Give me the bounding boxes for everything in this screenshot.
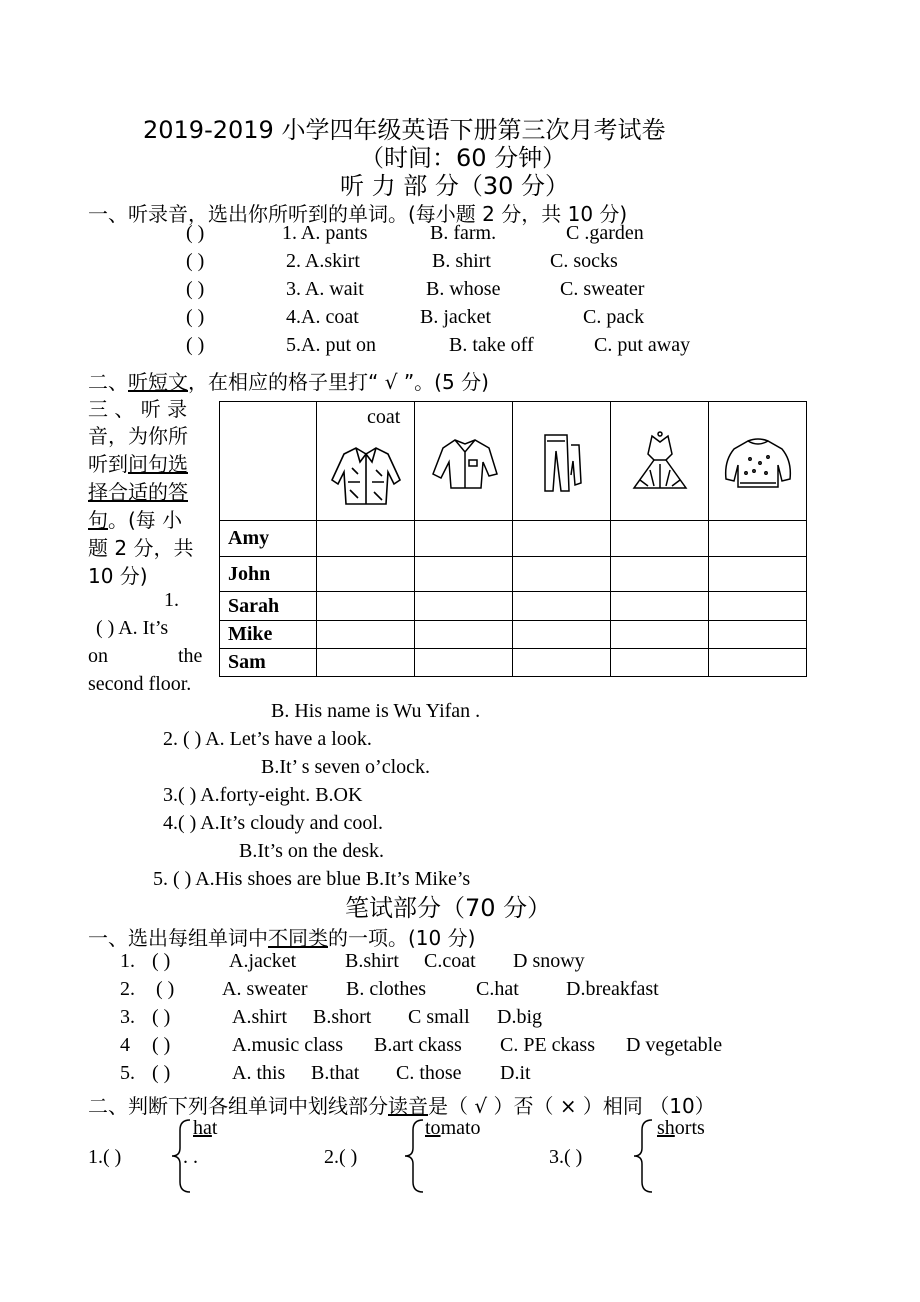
exam-time: （时间：60 分钟） — [360, 144, 567, 172]
pants-cell — [513, 402, 611, 521]
part3-line3-underlined: 问句选 — [128, 452, 188, 476]
s1-q1-d: D snowy — [513, 950, 585, 972]
exam-title: 2019-2019 小学四年级英语下册第三次月考试卷 — [143, 116, 666, 144]
q3-b: B. whose — [426, 278, 501, 300]
part2-underlined: 听短文 — [128, 370, 188, 394]
q1-c: C .garden — [566, 222, 644, 244]
s1-prefix: 一、选出每组单词中 — [88, 926, 268, 950]
mike-check-1[interactable] — [317, 621, 415, 649]
p3-q1-on: on — [88, 645, 108, 667]
amy-check-3[interactable] — [513, 521, 611, 557]
q3-c: C. sweater — [560, 278, 645, 300]
written-s1-heading — [88, 922, 475, 951]
part3-line3-prefix: 听到 — [88, 452, 128, 476]
sam-check-4[interactable] — [611, 649, 709, 677]
s1-q3-b: B.short — [313, 1006, 372, 1028]
corner-cell — [220, 402, 317, 521]
s1-q3-a: A.shirt — [232, 1006, 287, 1028]
name-amy: Amy — [220, 521, 317, 557]
s2-q2-word1 — [425, 1117, 481, 1140]
s2-q3-label: 3.( ) — [549, 1146, 583, 1168]
s1-q5-d: D.it — [500, 1062, 531, 1084]
p3-q1-num: 1. — [164, 589, 179, 611]
s1-q4-d: D vegetable — [626, 1034, 723, 1056]
q5-c: C. put away — [594, 334, 691, 356]
q2-paren: ( ) — [186, 250, 205, 272]
jacket-cell — [317, 402, 415, 521]
s1-q4-paren: ( ) — [152, 1034, 171, 1056]
dress-icon — [628, 430, 692, 496]
s2-suffix: 是（ √ ）否（ × ）相同 （10） — [428, 1094, 715, 1118]
part3-line5-underlined: 句 — [88, 508, 108, 532]
s1-q3-c: C small — [408, 1006, 470, 1028]
part2-prefix: 二、 — [88, 370, 128, 394]
sam-check-2[interactable] — [415, 649, 513, 677]
q1-a: 1. A. pants — [282, 222, 368, 244]
name-john: John — [220, 557, 317, 592]
part3-line5-suffix: 。(每 小 — [108, 508, 183, 532]
amy-check-2[interactable] — [415, 521, 513, 557]
john-check-2[interactable] — [415, 557, 513, 592]
s2-underlined: 读音 — [388, 1094, 428, 1118]
q2-a: 2. A.skirt — [286, 250, 360, 272]
s1-q5-num: 5. — [120, 1062, 135, 1084]
p3-q1-the: the — [178, 645, 203, 667]
s1-q3-num: 3. — [120, 1006, 135, 1028]
s1-q5-c: C. those — [396, 1062, 462, 1084]
part1-heading: 一、听录音，选出你所听到的单词。(每小题 2 分，共 10 分) — [88, 202, 628, 226]
john-check-3[interactable] — [513, 557, 611, 592]
q2-c: C. socks — [550, 250, 618, 272]
mike-check-3[interactable] — [513, 621, 611, 649]
part3-line1: 三 、 听 录 — [88, 397, 188, 421]
s1-underlined: 不同类 — [268, 926, 328, 950]
coat-label: coat — [367, 406, 401, 428]
brace-3 — [630, 1118, 654, 1194]
s2-q3-word1 — [657, 1117, 705, 1140]
listening-title: 听 力 部 分（30 分） — [340, 172, 570, 200]
sarah-check-4[interactable] — [611, 592, 709, 621]
s1-q4-a: A.music class — [232, 1034, 344, 1056]
dress-cell — [611, 402, 709, 521]
brace-2 — [401, 1118, 425, 1194]
p3-q2-a: 2. ( ) A. Let’s have a look. — [163, 728, 372, 750]
sam-check-3[interactable] — [513, 649, 611, 677]
s1-q5-b: B.that — [311, 1062, 360, 1084]
part3-line7: 10 分) — [88, 564, 148, 588]
p3-q1-a: ( ) A. It’s — [96, 617, 169, 639]
mike-check-5[interactable] — [709, 621, 807, 649]
amy-check-5[interactable] — [709, 521, 807, 557]
p3-q4-b: B.It’s on the desk. — [239, 840, 384, 862]
q5-a: 5.A. put on — [286, 334, 376, 356]
shirt-icon — [429, 434, 499, 492]
s2-q3-word1-underlined: sh — [657, 1117, 675, 1139]
s2-q2-word1-underlined: to — [425, 1117, 441, 1139]
john-check-1[interactable] — [317, 557, 415, 592]
sarah-check-2[interactable] — [415, 592, 513, 621]
amy-check-1[interactable] — [317, 521, 415, 557]
part3-line6: 题 2 分，共 — [88, 536, 194, 560]
sarah-check-3[interactable] — [513, 592, 611, 621]
s1-suffix: 的一项。(10 分) — [328, 926, 476, 950]
s1-q2-c: C.hat — [476, 978, 519, 1000]
s1-q4-c: C. PE ckass — [500, 1034, 595, 1056]
s1-q3-paren: ( ) — [152, 1006, 171, 1028]
part3-line3 — [88, 448, 188, 477]
sweater-cell — [709, 402, 807, 521]
s2-q3-word1-rest: orts — [674, 1117, 705, 1139]
written-title: 笔试部分（70 分） — [345, 894, 552, 922]
part2-suffix: ，在相应的格子里打“ √ ”。(5 分) — [188, 370, 489, 394]
part3-line2: 音，为你所 — [88, 424, 188, 448]
p3-q3: 3.( ) A.forty-eight. B.OK — [163, 784, 363, 806]
s2-q1-word1-underlined: ha — [193, 1117, 212, 1139]
s1-q2-num: 2. — [120, 978, 135, 1000]
s1-q5-paren: ( ) — [152, 1062, 171, 1084]
s2-q1-label: 1.( ) — [88, 1146, 122, 1168]
s2-q2-label: 2.( ) — [324, 1146, 358, 1168]
s1-q3-d: D.big — [497, 1006, 542, 1028]
shirt-cell — [415, 402, 513, 521]
s1-q2-paren: ( ) — [156, 978, 175, 1000]
pants-icon — [537, 431, 587, 495]
s1-q2-b: B. clothes — [346, 978, 426, 1000]
sarah-check-5[interactable] — [709, 592, 807, 621]
part3-line4: 择合适的答 — [88, 480, 188, 504]
amy-check-4[interactable] — [611, 521, 709, 557]
name-sarah: Sarah — [220, 592, 317, 621]
p3-q2-b: B.It’ s seven o’clock. — [261, 756, 431, 778]
q1-b: B. farm. — [430, 222, 497, 244]
q3-paren: ( ) — [186, 278, 205, 300]
written-s2-heading — [88, 1090, 715, 1119]
q4-a: 4.A. coat — [286, 306, 359, 328]
sam-check-5[interactable] — [709, 649, 807, 677]
sweater-icon — [720, 433, 796, 493]
part3-line5 — [88, 504, 182, 533]
part2-heading — [88, 366, 489, 395]
s1-q1-b: B.shirt — [345, 950, 399, 972]
sarah-check-1[interactable] — [317, 592, 415, 621]
name-mike: Mike — [220, 621, 317, 649]
s2-prefix: 二、判断下列各组单词中划线部分 — [88, 1094, 388, 1118]
s1-q4-b: B.art ckass — [374, 1034, 462, 1056]
s2-q2-word1-rest: mato — [440, 1117, 481, 1139]
name-sam: Sam — [220, 649, 317, 677]
s1-q5-a: A. this — [232, 1062, 286, 1084]
john-check-4[interactable] — [611, 557, 709, 592]
s1-q1-c: C.coat — [424, 950, 476, 972]
s2-q1-word2: . . — [183, 1146, 198, 1168]
s1-q2-a: A. sweater — [222, 978, 308, 1000]
jacket-icon — [328, 442, 404, 508]
s1-q1-num: 1. — [120, 950, 135, 972]
s1-q4-num: 4 — [120, 1034, 130, 1056]
clothes-table — [219, 401, 807, 677]
s2-q1-word1 — [193, 1117, 217, 1140]
mike-check-2[interactable] — [415, 621, 513, 649]
s1-q1-paren: ( ) — [152, 950, 171, 972]
q3-a: 3. A. wait — [286, 278, 364, 300]
s2-q1-word1-rest: t — [211, 1117, 218, 1139]
q5-paren: ( ) — [186, 334, 205, 356]
sam-check-1[interactable] — [317, 649, 415, 677]
p3-q4-a: 4.( ) A.It’s cloudy and cool. — [163, 812, 383, 834]
s1-q1-a: A.jacket — [229, 950, 297, 972]
mike-check-4[interactable] — [611, 621, 709, 649]
q4-c: C. pack — [583, 306, 645, 328]
p3-q1-floor: second floor. — [88, 673, 192, 695]
q4-paren: ( ) — [186, 306, 205, 328]
john-check-5[interactable] — [709, 557, 807, 592]
s1-q2-d: D.breakfast — [566, 978, 659, 1000]
q5-b: B. take off — [449, 334, 534, 356]
p3-q1-b: B. His name is Wu Yifan . — [271, 700, 481, 722]
q4-b: B. jacket — [420, 306, 492, 328]
q1-paren: ( ) — [186, 222, 205, 244]
q2-b: B. shirt — [432, 250, 491, 272]
p3-q5: 5. ( ) A.His shoes are blue B.It’s Mike’s — [153, 868, 471, 890]
